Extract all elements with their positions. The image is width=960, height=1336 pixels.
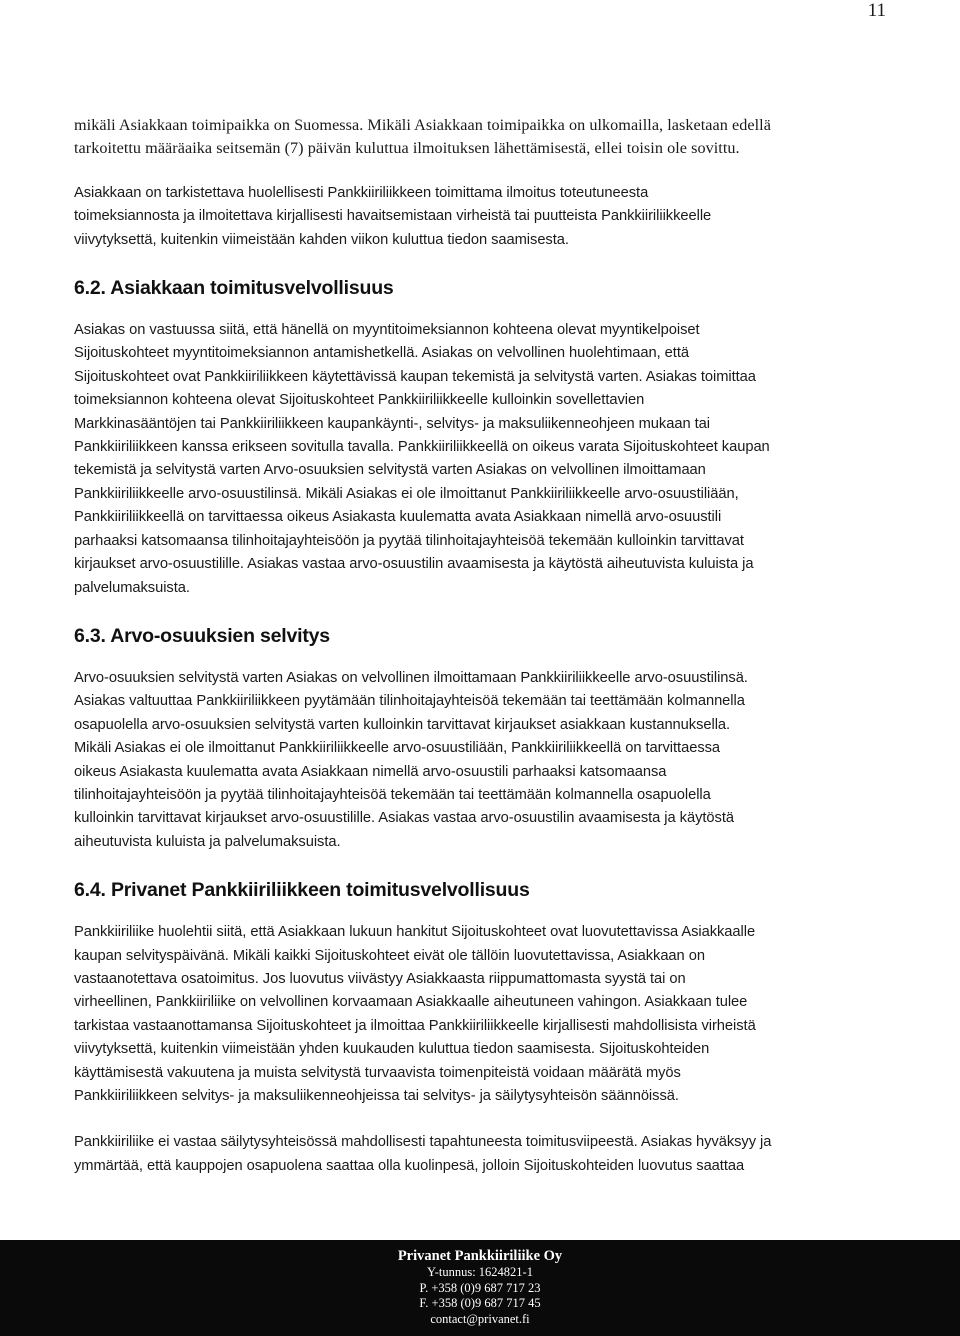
footer-email: contact@privanet.fi [430,1311,530,1326]
text-line: Asiakas valtuuttaa Pankkiiriliikkeen pyytämään tilinhoitajayhteisöä tekemään tai teettämään kolmannella [74,693,745,710]
text-line: osapuolella arvo-osuuksien selvitystä varten kulloinkin tarvittavat kirjaukset asiakkaan kustannuksella. [74,716,731,733]
text-line: Mikäli Asiakas ei ole ilmoittanut Pankkiiriliikkeelle arvo-osuustiliään, Pankkiiriliikkeellä on tarvittaessa [74,740,721,757]
heading-6-3: 6.3. Arvo-osuuksien selvitys [74,624,330,647]
document-body [74,114,890,1178]
paragraph-confirmation-check [74,182,890,252]
footer-fax: F. +358 (0)9 687 717 45 [419,1296,541,1311]
text-line: virheellinen, Pankkiiriliike on velvollinen korvaamaan Asiakkaalle aiheutuneen vahingon. Asiakkaan tulee [74,994,748,1011]
text-line: tarkistaa vastaanottamansa Sijoituskohteet ja ilmoittaa Pankkiiriliikkeelle kirjallisesti mahdollisista virheistä [74,1017,756,1034]
paragraph-settlement [74,667,890,854]
text-line: Pankkiiriliikkeelle arvo-osuustilinsä. Mikäli Asiakas ei ole ilmoittanut Pankkiiriliikkeelle arvo-osuustiliään, [74,485,739,502]
text-line: Pankkiiriliike ei vastaa säilytysyhteisössä mahdollisesti tapahtuneesta toimitusviipeestä. Asiakas hyväksyy ja [74,1134,772,1151]
text-line: kirjaukset arvo-osuustilille. Asiakas vastaa arvo-osuustilin avaamisesta ja käytöstä aiheutuvista kuluista ja [74,556,754,573]
paragraph-notification-deadline [74,114,890,161]
text-line: toimeksiannon kohteena olevat Sijoituskohteet Pankkiiriliikkeelle kulloinkin sovellettavien [74,392,645,409]
text-line: viivytyksettä, kuitenkin viimeistään kahden viikon kuluttua tiedon saamisesta. [74,231,569,248]
text-line: Sijoituskohteet myyntitoimeksiannon antamishetkellä. Asiakas on velvollinen huolehtimaan, että [74,345,689,362]
text-line: Asiakkaan on tarkistettava huolellisesti Pankkiiriliikkeen toimittama ilmoitus toteutuneesta [74,184,649,201]
footer-phone: P. +358 (0)9 687 717 23 [419,1280,541,1295]
text-line: Pankkiiriliikkeen selvitys- ja maksuliikenneohjeissa tai selvitys- ja säilytysyhteisön säännöissä. [74,1088,679,1104]
text-line: Markkinasääntöjen tai Pankkiiriliikkeen kaupankäynti-, selvitys- ja maksuliikenneohjeen mukaan tai [74,415,710,432]
text-line: tilinhoitajayhteisöön ja pyytää tilinhoitajayhteisöä tekemään tai teettämään kolmannella osapuolella [74,786,711,803]
text-line: ymmärtää, että kauppojen osapuolena saattaa olla kuolinpesä, jolloin Sijoituskohteiden luovutus saattaa [74,1157,745,1174]
text-line: Sijoituskohteet ovat Pankkiiriliikkeen käytettävissä kaupan tekemistä ja selvitystä varten. Asiakas toimittaa [74,368,756,385]
text-line: Pankkiiriliikkeellä on tarvittaessa oikeus Asiakasta kuulematta avata Asiakkaan nimellä arvo-osuustili [74,509,722,526]
text-line: Pankkiiriliikkeen kanssa erikseen sovitulla tavalla. Pankkiiriliikkeellä on oikeus varata Sijoituskohteet kaupan [74,439,770,456]
heading-6-4: 6.4. Privanet Pankkiiriliikkeen toimitusvelvollisuus [74,879,530,902]
text-line: kaupan selvityspäivänä. Mikäli kaikki Sijoituskohteet eivät ole tällöin luovutettavissa, Asiakkaan on [74,947,705,964]
text-line: toimeksiannosta ja ilmoitettava kirjallisesti havaitsemistaan virheistä tai puutteista Pankkiiriliikkeelle [74,208,712,225]
paragraph-custody-delay [74,1131,890,1178]
text-line: Arvo-osuuksien selvitystä varten Asiakas on velvollinen ilmoittamaan Pankkiiriliikkeelle arvo-osuustilinsä. [74,669,748,686]
text-line: tekemistä ja selvitystä varten Arvo-osuuksien selvitystä varten Asiakas on velvollinen ilmoittamaan [74,462,706,479]
heading-6-2: 6.2. Asiakkaan toimitusvelvollisuus [74,277,394,300]
text-line: aiheutuvista kuluista ja palvelumaksuista. [74,833,341,850]
text-line: käyttämisestä vakuutena ja muista selvitystä turvaavista toimenpiteistä voidaan määrätä myös [74,1064,681,1081]
text-line: mikäli Asiakkaan toimipaikka on Suomessa. Mikäli Asiakkaan toimipaikka on ulkomailla, lasketaan edellä [74,116,771,134]
text-line: vastaanotettava osatoimitus. Jos luovutus viivästyy Asiakkaasta riippumattomasta syystä tai on [74,970,686,987]
text-line: palvelumaksuista. [74,579,190,596]
text-line: parhaaksi katsomaansa tilinhoitajayhteisöön ja pyytää tilinhoitajayhteisöä tekemään kulloinkin tarvittavat [74,532,744,549]
text-line: viivytyksettä, kuitenkin viimeistään yhden kuukauden kuluttua tiedon saamisesta. Sijoituskohteiden [74,1041,710,1058]
text-line: Pankkiiriliike huolehtii siitä, että Asiakkaan lukuun hankitut Sijoituskohteet ovat luovutettavissa Asiakkaalle [74,924,756,941]
text-line: tarkoitettu määräaika seitsemän (7) päivän kuluttua ilmoituksen lähettämisestä, ellei toisin ole sovittu. [74,139,740,158]
paragraph-broker-delivery-obligation [74,921,890,1108]
text-line: oikeus Asiakasta kuulematta avata Asiakkaan nimellä arvo-osuustili parhaaksi katsomaansa [74,763,667,780]
text-line: kulloinkin tarvittavat kirjaukset arvo-osuustilille. Asiakas vastaa arvo-osuustilin avaamisesta ja käytöstä [74,810,734,827]
paragraph-customer-delivery-obligation [74,319,890,600]
footer-business-id: Y-tunnus: 1624821-1 [427,1265,533,1279]
text-line: Asiakas on vastuussa siitä, että hänellä on myyntitoimeksiannon kohteena olevat myyntikelpoiset [74,322,700,339]
footer [0,1240,960,1336]
page-number: 11 [867,0,886,21]
footer-company-name: Privanet Pankkiiriliike Oy [397,1248,563,1264]
